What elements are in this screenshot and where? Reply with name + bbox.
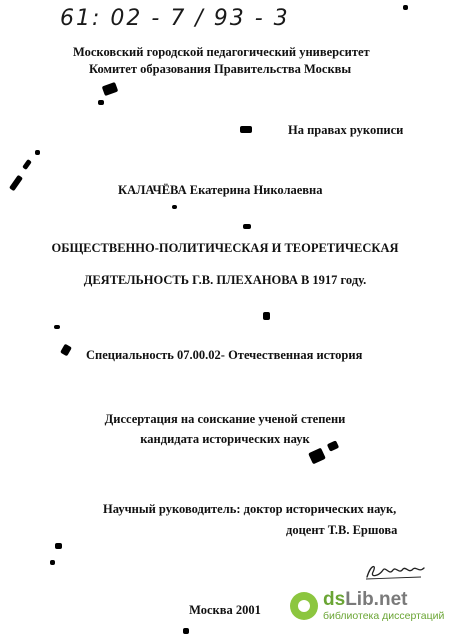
degree-line-1: Диссертация на соискание ученой степени: [104, 412, 346, 426]
scan-blot: [243, 224, 251, 229]
dslib-logo-icon: [290, 592, 318, 620]
scan-blot: [54, 325, 60, 329]
scan-blot: [263, 312, 270, 320]
supervisor-line-1: Научный руководитель: доктор исторических наук,: [103, 502, 397, 516]
specialty: Специальность 07.00.02- Отечественная история: [86, 348, 363, 362]
scan-blot: [98, 100, 104, 105]
title-line-1: ОБЩЕСТВЕННО-ПОЛИТИЧЕСКАЯ И ТЕОРЕТИЧЕСКАЯ: [51, 241, 399, 255]
committee-name: Комитет образования Правительства Москвы: [89, 62, 352, 76]
dslib-watermark: [290, 587, 448, 625]
supervisor-line-2: доцент Т.В. Ершова: [286, 523, 398, 537]
rights-note: На правах рукописи: [288, 123, 404, 137]
scan-blot: [60, 344, 72, 357]
scan-blot: [9, 175, 23, 192]
scan-blot: [183, 628, 189, 634]
scan-blot: [102, 82, 119, 96]
scan-blot: [50, 560, 55, 565]
degree-line-2: кандидата исторических наук: [140, 432, 310, 446]
watermark-subtitle: библиотека диссертаций: [323, 610, 445, 623]
scan-blot: [172, 205, 177, 209]
place-year: Москва 2001: [189, 603, 261, 617]
university-name: Московский городской педагогический университет: [73, 45, 370, 59]
watermark-brand: dsLib.net: [323, 589, 408, 611]
title-line-2: ДЕЯТЕЛЬНОСТЬ Г.В. ПЛЕХАНОВА В 1917 году.: [83, 273, 367, 287]
scan-blot: [308, 448, 326, 465]
scan-blot: [35, 150, 40, 155]
archive-code-handwritten: 61: 02 - 7 / 93 - 3: [60, 6, 290, 31]
author-name: КАЛАЧЁВА Екатерина Николаевна: [118, 183, 323, 197]
signature-image: [363, 560, 427, 582]
scan-blot: [403, 5, 408, 10]
scan-blot: [22, 159, 32, 170]
scan-blot: [240, 126, 252, 133]
scan-blot: [55, 543, 62, 549]
